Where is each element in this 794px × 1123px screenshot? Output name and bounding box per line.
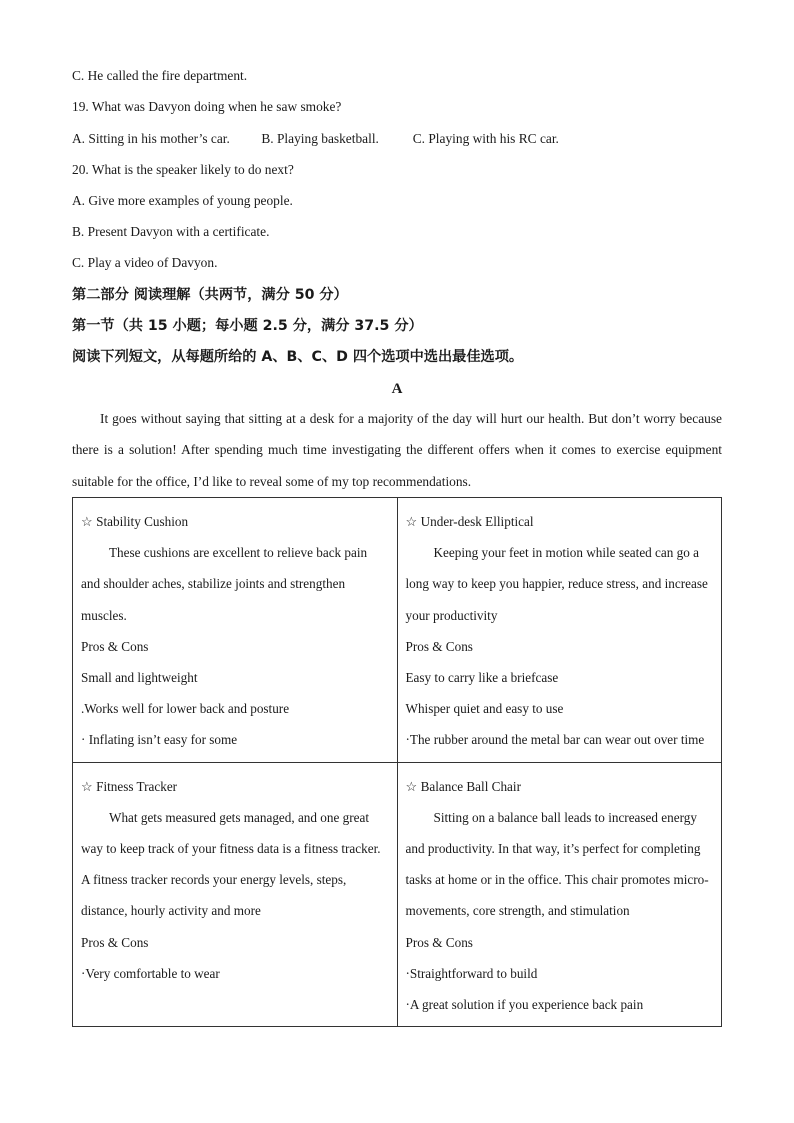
- product-description: Sitting on a balance ball leads to increased energy and productivity. In that way, it’s perfect for completing tasks at home or in the office. This chair promotes micro-movements, core strength, and stimulation: [405, 809, 709, 919]
- pros-cons-label: Pros & Cons: [81, 934, 149, 950]
- product-description: These cushions are excellent to relieve back pain and shoulder aches, stabilize joints and strengthen muscles.: [81, 545, 368, 623]
- product-title: ☆ Fitness Tracker: [81, 778, 178, 794]
- q19-options: [72, 130, 559, 148]
- q19-option-c: C. Playing with his RC car.: [412, 131, 559, 146]
- q20-question: 20. What is the speaker likely to do next?: [72, 162, 294, 177]
- q19-option-b: B. Playing basketball.: [261, 131, 379, 146]
- q18-option-c: C. He called the fire department.: [72, 68, 248, 83]
- product-description: What gets measured gets managed, and one great way to keep track of your fitness data is a fitness tracker. A fitness tracker records your energy levels, steps, distance, hourly activity and more: [81, 809, 381, 919]
- intro-paragraph: It goes without saying that sitting at a desk for a majority of the day will hurt our health. But don’t worry because there is a solution! After spending much time investigating the different offers when it comes to exercise equipment suitable for the office, I’d like to reveal some of my top recommendations.: [72, 411, 722, 489]
- q20-option-b: B. Present Davyon with a certificate.: [72, 224, 270, 239]
- product-cell-stability-cushion: [73, 498, 398, 763]
- pros-cons-line: Easy to carry like a briefcase: [405, 670, 559, 686]
- q20-option-c: C. Play a video of Davyon.: [72, 255, 218, 270]
- pros-cons-label: Pros & Cons: [81, 638, 149, 654]
- product-title: ☆ Stability Cushion: [81, 514, 189, 529]
- product-title: ☆ Balance Ball Chair: [405, 778, 521, 794]
- pros-cons-label: Pros & Cons: [405, 934, 473, 950]
- q19-question: 19. What was Davyon doing when he saw smoke?: [72, 99, 342, 114]
- product-cell-under-desk-elliptical: [397, 498, 722, 763]
- pros-cons-line: ·A great solution if you experience back pain: [405, 997, 644, 1013]
- pros-cons-line: .Works well for lower back and posture: [81, 701, 290, 717]
- pros-cons-line: ·Straightforward to build: [405, 965, 538, 981]
- pros-cons-label: Pros & Cons: [405, 638, 473, 654]
- passage-label: A: [391, 381, 403, 397]
- product-cell-balance-ball-chair: [397, 762, 722, 1027]
- pros-cons-line: ·The rubber around the metal bar can wear out over time: [405, 732, 705, 748]
- q19-option-a: A. Sitting in his mother’s car.: [72, 131, 230, 146]
- instruction: 阅读下列短文，从每题所给的 A、B、C、D 四个选项中选出最佳选项。: [72, 349, 524, 365]
- pros-cons-line: ·Very comfortable to wear: [81, 965, 220, 981]
- product-title: ☆ Under-desk Elliptical: [405, 514, 534, 529]
- part-title: 第二部分 阅读理解（共两节，满分 50 分）: [72, 287, 348, 303]
- product-description: Keeping your feet in motion while seated can go a long way to keep you happier, reduce stress, and increase your productivity: [405, 545, 708, 623]
- product-cell-fitness-tracker: [73, 762, 398, 1027]
- pros-cons-line: · Inflating isn’t easy for some: [81, 732, 238, 748]
- pros-cons-line: Small and lightweight: [81, 670, 198, 686]
- q20-option-a: A. Give more examples of young people.: [72, 193, 293, 208]
- section-title: 第一节（共 15 小题；每小题 2.5 分，满分 37.5 分）: [72, 318, 423, 334]
- product-table: [72, 497, 722, 1027]
- pros-cons-line: Whisper quiet and easy to use: [405, 701, 564, 717]
